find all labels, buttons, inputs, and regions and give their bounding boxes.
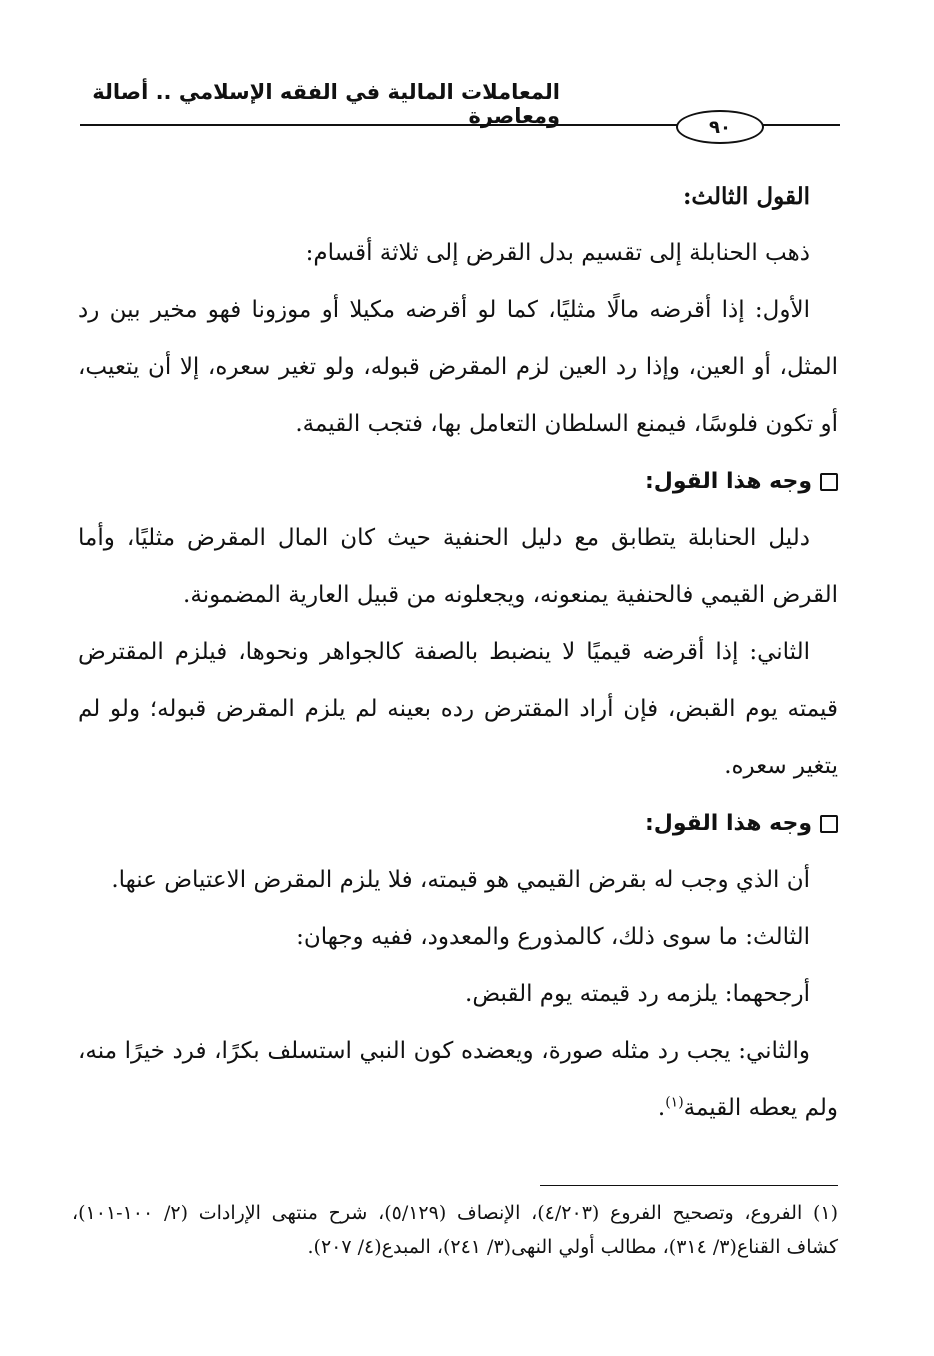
paragraph-reason-1: دليل الحنابلة يتطابق مع دليل الحنفية حيث كان المال المقرض مثليًا، وأما القرض القيمي فالحنفية يمنعونه، ويجعلونه من قبيل العارية المضمونة. [78, 525, 838, 608]
footnote-reference[interactable]: (١) [665, 1094, 684, 1111]
paragraph-first-case: الأول: إذا أقرضه مالًا مثليًا، كما لو أقرضه مكيلا أو موزونا فهو مخير بين رد المثل، أو العين، وإذا رد العين لزم المقرض قبوله، ولو تغير سعره، إلا أن يتعيب، أو تكون فلوسًا، فيمنع السلطان التعامل بها، فتجب القيمة. [78, 297, 838, 437]
checkbox-square-icon [820, 473, 838, 491]
second-view-text: والثاني: يجب رد مثله صورة، ويعضده كون النبي استسلف بكرًا، فرد خيرًا منه، ولم يعطه القيمة [78, 1038, 838, 1121]
third-opinion-heading: القول الثالث: [682, 183, 810, 210]
paragraph-second-case: الثاني: إذا أقرضه قيميًا لا ينضبط بالصفة كالجواهر ونحوها، فيلزم المقترض قيمته يوم القبض، فإن أراد المقترض رده بعينه لم يلزم المقرض قبوله؛ ولو لم يتغير سعره. [78, 639, 838, 779]
footnotes-section [72, 1196, 838, 1264]
paragraph-preferred: أرجحهما: يلزمه رد قيمته يوم القبض. [465, 981, 810, 1007]
reason-heading-2 [78, 795, 838, 852]
paragraph-intro: ذهب الحنابلة إلى تقسيم بدل القرض إلى ثلاثة أقسام: [305, 240, 810, 266]
running-header-title: المعاملات المالية في الفقه الإسلامي .. أصالة ومعاصرة [92, 80, 560, 128]
checkbox-square-icon [820, 815, 838, 833]
footnote-separator [540, 1185, 838, 1186]
main-text [78, 168, 838, 1137]
paragraph-second-view: والثاني: يجب رد مثله صورة، ويعضده كون النبي استسلف بكرًا، فرد خيرًا منه، ولم يعطه القيمة$^{(١)}$. [78, 1038, 838, 1121]
reason-heading-2-label: وجه هذا القول: [644, 811, 812, 836]
reason-heading-1-label: وجه هذا القول: [644, 469, 812, 494]
page-number: ٩٠ [709, 116, 731, 138]
reason-heading-1 [78, 453, 838, 510]
paragraph-third-case: الثالث: ما سوى ذلك، كالمذورع والمعدود، ففيه وجهان: [296, 924, 810, 950]
page-number-badge [676, 110, 764, 144]
paragraph-reason-2: أن الذي وجب له بقرض القيمي هو قيمته، فلا يلزم المقرض الاعتياض عنها. [111, 867, 810, 893]
footnote-1: (١) الفروع، وتصحيح الفروع (٤/٢٠٣)، الإنصاف (٥/١٢٩)، شرح منتهى الإرادات (٢/ ١٠٠-١٠١)، كشاف القناع(٣/ ٣١٤)، مطالب أولي النهى(٣/ ٢٤١)، المبدع(٤/ ٢٠٧). [72, 1202, 839, 1258]
